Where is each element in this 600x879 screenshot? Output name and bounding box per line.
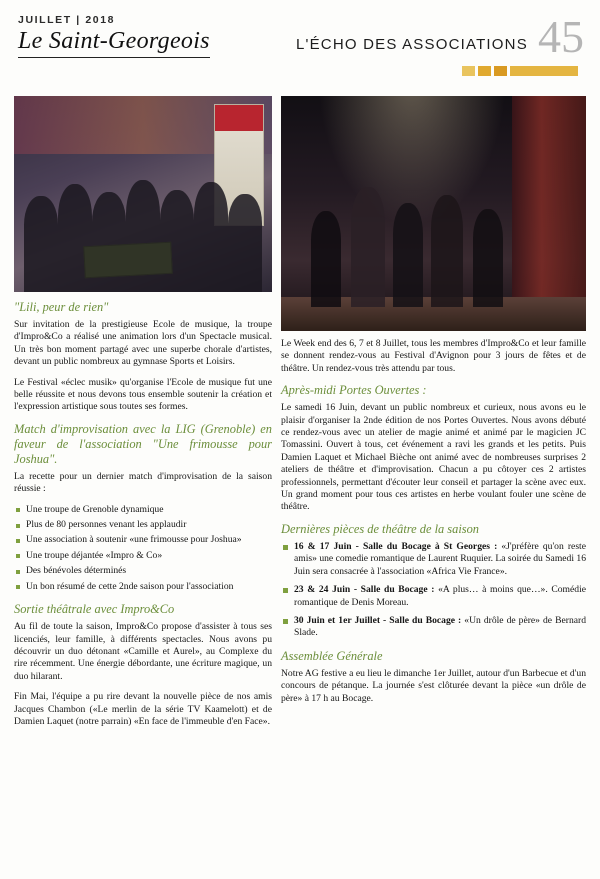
paragraph: Au fil de toute la saison, Impro&Co propose d'assister à tous ses licenciés, leur famille, à différents spectacles. Nous avons pu découvrir un duo détonant «Camille et Aurel», au Complexe du rire récemment. Une énergie débordante, une écriture magique, un duo hilarant. — [14, 621, 272, 682]
list-item — [294, 541, 586, 578]
event-description: «J'préfère qu'on reste amis» une comedie romantique de Laurent Ruquier. La soirée du Samedi 16 Juin sera consacrée à l'association «Africa Vie France». — [294, 540, 586, 577]
list-item: Une association à soutenir «une frimousse pour Joshua» — [26, 534, 272, 546]
decorative-gold-bars — [462, 66, 586, 76]
journal-title: Le Saint-Georgeois — [18, 28, 210, 58]
event-date-venue: 30 Juin et 1er Juillet - Salle du Bocage : — [294, 614, 462, 626]
issue-date: JUILLET | 2018 — [18, 14, 116, 26]
event-description: «A plus… à moins que…». Comédie romantique de Denis Moreau. — [294, 584, 586, 608]
page-number: 45 — [538, 11, 584, 62]
events-list — [281, 541, 586, 640]
list-item: Une troupe de Grenoble dynamique — [26, 504, 272, 516]
list-item: Plus de 80 personnes venant les applaudir — [26, 519, 272, 531]
list-item: Des bénévoles déterminés — [26, 565, 272, 577]
list-item: Un bon résumé de cette 2nde saison pour l'association — [26, 581, 272, 593]
paragraph: Sur invitation de la prestigieuse Ecole de musique, la troupe d'Impro&Co a réalisé une animation lors d'un Spectacle musical. Un très bon moment partagé avec une superbe chorale d'artistes, devant un public nombreux au gymnase Sports et Loisirs. — [14, 319, 272, 368]
stage-curtain — [512, 96, 586, 331]
paragraph: La recette pour un dernier match d'improvisation de la saison réussie : — [14, 470, 272, 495]
event-date-venue: 16 & 17 Juin - Salle du Bocage à St Georges : — [294, 540, 498, 552]
list-item — [294, 615, 586, 640]
recipe-bullet-list — [14, 504, 272, 593]
section-title-assemblee-generale: Assemblée Générale — [281, 648, 383, 663]
event-description: «Un drôle de père» de Bernard Slade. — [294, 614, 586, 639]
section-heading: L'ÉCHO DES ASSOCIATIONS — [296, 36, 528, 53]
event-date-venue: 23 & 24 Juin - Salle du Bocage : — [294, 584, 435, 596]
masthead — [18, 14, 248, 58]
paragraph: Notre AG festive a eu lieu le dimanche 1er Juillet, autour d'un Barbecue et d'un concours de pétanque. La journée s'est clôturée devant la pièce «un drôle de père» à 17 h au Bocage. — [281, 667, 586, 704]
list-item — [294, 584, 586, 609]
photo-caption-title: "Lili, peur de rien" — [14, 300, 109, 314]
paragraph: Le Festival «éclec musik» qu'organise l'Ecole de musique fut une belle réussite et nous devons tous ensemble soutenir la création et l'expression artistique sous toutes ses formes. — [14, 376, 272, 413]
page-header — [0, 0, 600, 88]
list-item: Une troupe déjantée «Impro & Co» — [26, 550, 272, 562]
left-text-column — [14, 300, 272, 738]
stage-performance-photo — [281, 96, 586, 331]
troupe-group-photo — [14, 96, 272, 292]
paragraph: Le samedi 16 Juin, devant un public nombreux et curieux, nous avons eu le plaisir d'organiser la 2nde édition de nos Portes Ouvertes. Nous avons débuté ce rendez-vous avec un atelier de magie animé et animé par le magicien JC Tomassini. Ouvert à tous, cet événement a ravi les grands et les petits. Puis Damien Laquet et Michael Bièche ont animé avec de nombreuses surprises 2 ateliers de théâtre et d'improvisation. Chacun a pu côtoyer ces 2 artistes professionnels, permettant d'écouter leur conseil et partager la scène avec eux. Un grand moment pour tous ces artistes en herbe voulant fouler une scène de théâtre. — [281, 402, 586, 513]
section-title-match-improvisation: Match d'improvisation avec la LIG (Grenoble) en faveur de l'association "Une frimousse pour Joshua". — [14, 421, 272, 466]
section-title-sortie-theatrale: Sortie théâtrale avec Impro&Co — [14, 602, 175, 617]
section-title-portes-ouvertes: Après-midi Portes Ouvertes : — [281, 383, 427, 398]
paragraph: Le Week end des 6, 7 et 8 Juillet, tous les membres d'Impro&Co et leur famille se donnent rendez-vous au Festival d'Avignon pour 3 jours de fêtes et de théâtre. Un rendez-vous très attendu par tous. — [281, 338, 586, 374]
section-title-dernieres-pieces: Dernières pièces de théâtre de la saison — [281, 521, 479, 536]
right-text-column — [281, 338, 586, 715]
paragraph: Fin Mai, l'équipe a pu rire devant la nouvelle pièce de nos amis Jacques Chambon («Le merlin de la série TV Kaamelott) et de Damien Laquet (notre parrain) «En face de l'immeuble d'en Face». — [14, 691, 272, 727]
